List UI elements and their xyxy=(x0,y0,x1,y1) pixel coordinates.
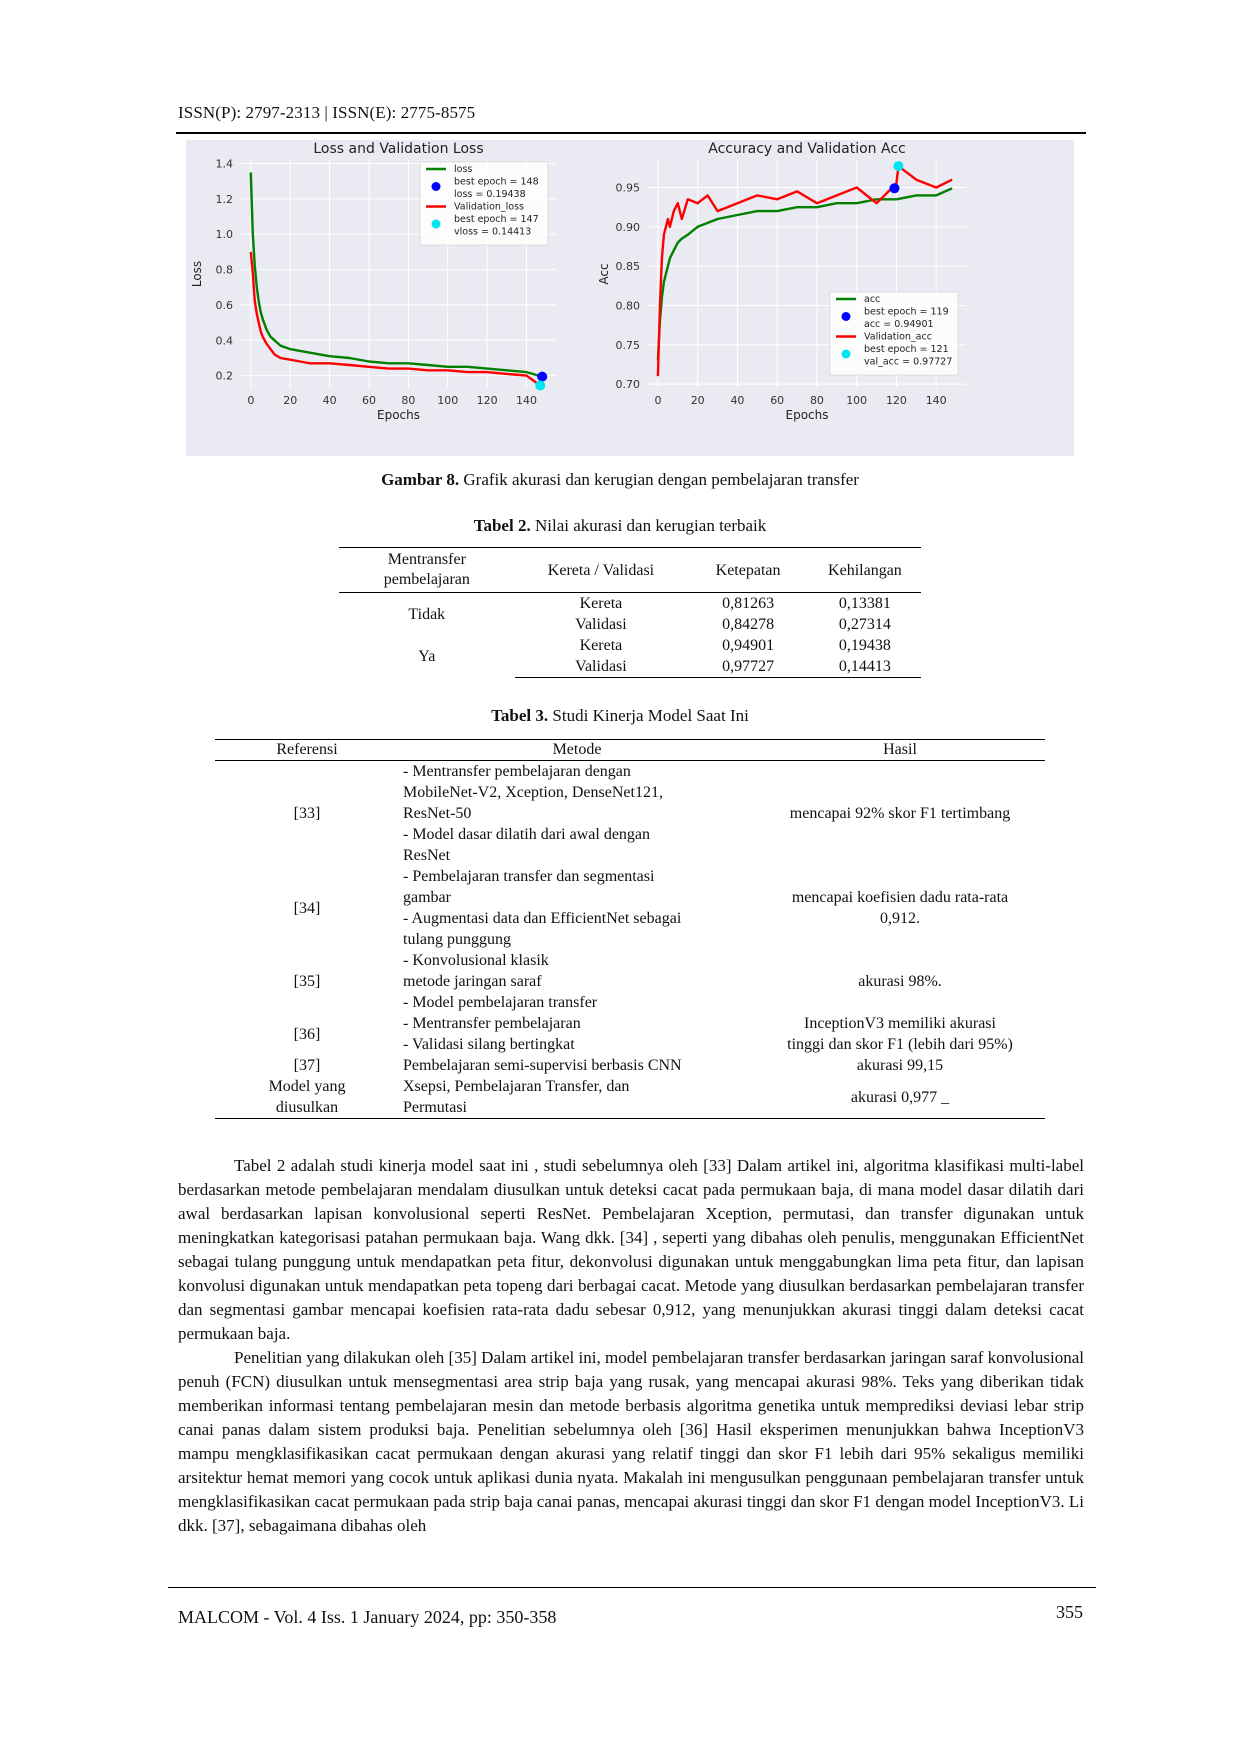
y-tick-label: 1.4 xyxy=(215,157,233,171)
t2-header-accuracy: Ketepatan xyxy=(687,548,809,593)
figure-8-charts xyxy=(186,140,1074,456)
paragraph-2: Penelitian yang dilakukan oleh [35] Dalam artikel ini, model pembelajaran transfer berdasarkan jaringan saraf konvolusional penuh (FCN) diusulkan untuk mensegmentasi area strip baja yang rusak, yang mencapai akurasi 98%. Teks yang diberikan tidak memberikan informasi tentang pembelajaran mesin dan metode berbasis algoritma genetika untuk memprediksi deviasi lebar strip canai panas dalam sistem produksi baja. Penelitian sebelumnya oleh [36] Hasil eksperimen menunjukkan bahwa InceptionV3 mampu mengklasifikasikan cacat permukaan dengan akurasi yang relatif tinggi dan skor F1 lebih dari 95% sekaligus memiliki arsitektur hemat memori yang cocok untuk aplikasi dunia nyata. Makalah ini mengusulkan penggunaan pembelajaran transfer untuk mengklasifikasikan cacat permukaan pada strip baja canai panas, mencapai akurasi tinggi dan skor F1 dengan model InceptionV3. Li dkk. [37], sebagaimana dibahas oleh xyxy=(178,1348,1084,1535)
t3-ref-cell: [33] xyxy=(293,805,321,822)
x-tick-label: 120 xyxy=(476,394,498,407)
t2-cell: 0,27314 xyxy=(838,616,891,633)
y-tick-label: 0.6 xyxy=(215,298,233,312)
t3-method-line: - Konvolusional klasik xyxy=(403,952,549,969)
x-axis-label: Epochs xyxy=(785,408,829,422)
y-axis-label: Acc xyxy=(597,263,611,285)
x-tick-label: 100 xyxy=(846,394,868,407)
t3-result-cell xyxy=(755,761,1045,867)
x-tick-label: 140 xyxy=(925,394,947,407)
figure-8 xyxy=(186,140,1074,456)
t3-ref-cell: Model yang diusulkan xyxy=(215,1076,399,1119)
y-tick-label: 0.4 xyxy=(215,334,233,348)
x-tick-label: 80 xyxy=(401,394,416,407)
t3-header-reference: Referensi xyxy=(215,740,399,761)
legend-entry: val_acc = 0.97727 xyxy=(864,356,953,368)
y-tick-label: 1.2 xyxy=(215,192,233,206)
t3-ref-cell: [34] xyxy=(293,899,321,917)
table3-caption-text: Studi Kinerja Model Saat Ini xyxy=(548,706,749,725)
table-row xyxy=(215,1013,1045,1055)
t2-group-label: Tidak xyxy=(408,605,446,623)
t3-result-line: akurasi 99,15 xyxy=(856,1057,944,1074)
best-point-marker xyxy=(535,381,545,391)
body-text xyxy=(178,1154,1084,1538)
t3-result-cell xyxy=(755,866,1045,950)
t2-cell: 0,81263 xyxy=(722,595,775,612)
table-2 xyxy=(339,547,921,678)
table-row xyxy=(339,635,921,656)
t2-group-label: Ya xyxy=(418,647,436,665)
x-tick-label: 60 xyxy=(770,394,785,407)
t2-cell: 0,19438 xyxy=(838,637,891,654)
legend-entry: loss xyxy=(454,164,473,175)
t3-method-line: Pembelajaran semi-supervisi berbasis CNN xyxy=(403,1057,682,1074)
x-tick-label: 100 xyxy=(437,394,459,407)
table-row xyxy=(215,761,1045,867)
x-tick-label: 60 xyxy=(361,394,376,407)
t3-method-line: - Validasi silang bertingkat xyxy=(403,1036,575,1053)
t3-method-line: - Augmentasi data dan EfficientNet sebagai xyxy=(403,910,682,927)
t3-method-cell xyxy=(399,950,755,1013)
t2-header-loss: Kehilangan xyxy=(809,548,921,593)
t3-result-cell xyxy=(755,1055,1045,1076)
y-tick-label: 0.75 xyxy=(615,338,640,352)
t3-method-line: MobileNet-V2, Xception, DenseNet121, xyxy=(403,784,663,801)
y-tick-label: 1.0 xyxy=(215,228,233,242)
legend-marker-swatch xyxy=(842,312,851,321)
t3-result-cell xyxy=(755,1076,1045,1119)
y-tick-label: 0.80 xyxy=(615,299,640,313)
legend-marker-swatch xyxy=(432,182,441,191)
t3-result-line: akurasi 98%. xyxy=(858,973,942,990)
table-row xyxy=(215,1055,1045,1076)
t2-cell: 0,97727 xyxy=(687,656,809,678)
issn-header: ISSN(P): 2797-2313 | ISSN(E): 2775-8575 xyxy=(178,103,476,122)
legend-marker-swatch xyxy=(432,220,441,229)
t3-method-line: Permutasi xyxy=(403,1099,467,1116)
x-tick-label: 80 xyxy=(809,394,824,407)
legend-entry: acc xyxy=(864,294,881,305)
y-tick-label: 0.90 xyxy=(615,220,640,234)
best-point-marker xyxy=(893,161,903,171)
t3-method-line: gambar xyxy=(403,889,451,906)
figure-caption-text: Grafik akurasi dan kerugian dengan pembelajaran transfer xyxy=(459,470,859,489)
t3-ref-cell: [35] xyxy=(293,973,321,990)
paragraph-1: Tabel 2 adalah studi kinerja model saat ini , studi sebelumnya oleh [33] Dalam artikel ini, algoritma klasifikasi multi-label berdasarkan metode pembelajaran mendalam diusulkan untuk deteksi cacat pada permukaan baja, di mana model dasar dilatih dari awal berdasarkan lapisan konvolusional seperti ResNet. Pembelajaran Xception, permutasi, dan transfer digunakan untuk meningkatkan kategorisasi patahan permukaan baja. Wang dkk. [34] , seperti yang dibahas oleh penulis, menggunakan EfficientNet sebagai tulang punggung untuk mendapatkan peta fitur, dekonvolusi digunakan untuk menggabungkan lima peta fitur, dan lapisan konvolusi digunakan untuk mendapatkan peta topeng dari berbagai cacat. Metode yang diusulkan berdasarkan pembelajaran transfer dan segmentasi gambar mencapai koefisien rata-rata dadu sebesar 0,912, yang menunjukkan akurasi tinggi dalam deteksi cacat permukaan baja. xyxy=(178,1156,1084,1343)
x-axis-label: Epochs xyxy=(377,408,420,422)
figure-caption-label: Gambar 8. xyxy=(381,470,460,489)
x-tick-label: 20 xyxy=(690,394,705,407)
t2-cell: Kereta xyxy=(579,595,623,612)
table-row xyxy=(215,950,1045,1013)
y-tick-label: 0.70 xyxy=(615,378,640,392)
y-axis-label: Loss xyxy=(190,260,204,288)
t2-cell: Validasi xyxy=(515,656,688,678)
legend-entry: best epoch = 147 xyxy=(454,214,539,225)
best-point-marker xyxy=(537,372,547,382)
t3-method-line: - Model dasar dilatih dari awal dengan xyxy=(403,826,651,843)
footer-rule xyxy=(168,1587,1096,1588)
t2-cell: 0,13381 xyxy=(838,595,891,612)
x-tick-label: 40 xyxy=(730,394,745,407)
t3-result-line: akurasi 0,977 _ xyxy=(850,1088,950,1106)
table3-caption-label: Tabel 3. xyxy=(491,706,549,725)
t3-result-cell xyxy=(755,1013,1045,1055)
best-point-marker xyxy=(889,183,899,193)
y-tick-label: 0.95 xyxy=(615,181,640,195)
t3-method-cell xyxy=(399,1013,755,1055)
table-3 xyxy=(215,739,1045,1119)
x-tick-label: 0 xyxy=(654,394,662,407)
x-tick-label: 140 xyxy=(515,394,537,407)
t3-result-line: InceptionV3 memiliki akurasi xyxy=(804,1015,996,1032)
table2-caption-text: Nilai akurasi dan kerugian terbaik xyxy=(530,516,767,535)
table-row xyxy=(215,866,1045,950)
legend-marker-swatch xyxy=(842,350,851,359)
t3-result-cell xyxy=(755,950,1045,1013)
t3-result-line: mencapai 92% skor F1 tertimbang xyxy=(789,805,1011,822)
figure-caption xyxy=(0,470,1240,490)
t2-header-transfer: Mentransfer pembelajaran xyxy=(339,548,515,593)
t3-method-cell xyxy=(399,866,755,950)
t2-cell: Validasi xyxy=(575,616,627,633)
legend-entry: best epoch = 148 xyxy=(454,176,539,188)
table2-caption-label: Tabel 2. xyxy=(473,516,531,535)
table2-caption xyxy=(0,516,1240,536)
table-row xyxy=(339,593,921,615)
t3-result-line: 0,912. xyxy=(880,910,920,927)
t3-method-cell xyxy=(399,761,755,867)
header-rule xyxy=(176,132,1086,134)
y-tick-label: 0.85 xyxy=(615,260,640,274)
x-tick-label: 40 xyxy=(322,394,337,407)
x-tick-label: 0 xyxy=(247,394,255,407)
t3-method-cell xyxy=(399,1076,755,1119)
footer-journal: MALCOM - Vol. 4 Iss. 1 January 2024, pp: 350-358 xyxy=(178,1607,557,1627)
page-number: 355 xyxy=(1056,1602,1083,1622)
legend-entry: Validation_acc xyxy=(864,331,932,343)
chart-title: Accuracy and Validation Acc xyxy=(708,141,906,157)
t3-method-line: metode jaringan saraf xyxy=(403,973,542,990)
t2-header-split: Kereta / Validasi xyxy=(515,548,688,593)
legend-entry: best epoch = 121 xyxy=(864,344,949,355)
t3-ref-cell: [37] xyxy=(293,1057,321,1074)
t3-ref-cell: [36] xyxy=(293,1025,321,1043)
legend-entry: acc = 0.94901 xyxy=(864,319,934,330)
t3-method-line: - Mentransfer pembelajaran dengan xyxy=(403,763,631,780)
t2-cell: 0,84278 xyxy=(722,616,775,633)
legend-entry: Validation_loss xyxy=(454,201,525,213)
t3-method-cell xyxy=(399,1055,755,1076)
t3-method-line: Xsepsi, Pembelajaran Transfer, dan xyxy=(403,1078,630,1095)
chart-title: Loss and Validation Loss xyxy=(313,141,484,157)
legend-entry: best epoch = 119 xyxy=(864,306,949,318)
t2-cell: Kereta xyxy=(579,637,623,654)
t3-method-line: - Pembelajaran transfer dan segmentasi xyxy=(403,868,655,885)
y-tick-label: 0.2 xyxy=(215,369,233,383)
x-tick-label: 120 xyxy=(885,394,907,407)
y-tick-label: 0.8 xyxy=(215,263,233,277)
t3-result-line: mencapai koefisien dadu rata-rata xyxy=(791,889,1009,906)
t3-method-line: tulang punggung xyxy=(403,931,511,948)
t3-result-line: tinggi dan skor F1 (lebih dari 95%) xyxy=(787,1036,1013,1053)
t3-header-method: Metode xyxy=(399,740,755,761)
t2-cell: 0,14413 xyxy=(809,656,921,678)
table-row xyxy=(215,1076,1045,1119)
t3-header-result: Hasil xyxy=(755,740,1045,761)
t2-cell: 0,94901 xyxy=(722,637,775,654)
legend-entry: vloss = 0.14413 xyxy=(454,226,532,238)
t3-method-line: ResNet-50 xyxy=(403,805,472,822)
x-tick-label: 20 xyxy=(283,394,298,407)
t3-method-line: - Model pembelajaran transfer xyxy=(403,994,598,1011)
t3-method-line: ResNet xyxy=(403,847,451,864)
table3-caption xyxy=(0,706,1240,726)
t3-method-line: - Mentransfer pembelajaran xyxy=(403,1015,581,1032)
legend-entry: loss = 0.19438 xyxy=(454,189,526,200)
